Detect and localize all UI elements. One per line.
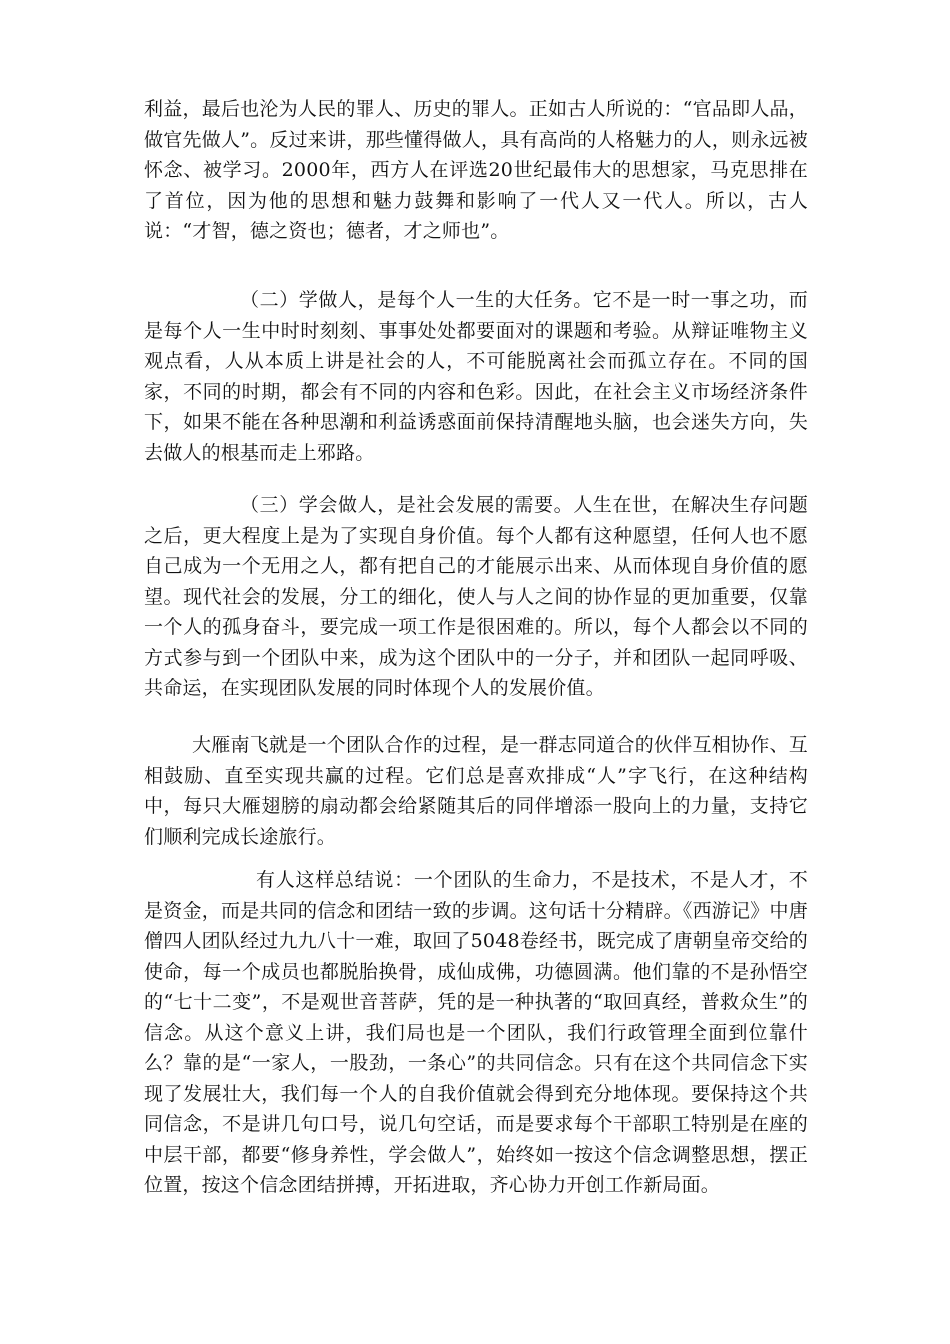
paragraph-wild-geese: 大雁南飞就是一个团队合作的过程，是一群志同道合的伙伴互相协作、互相鼓励、直至实现共赢的过程。它们总是喜欢排成“人”字飞行，在这种结构中，每只大雁翅膀的扇动都会给紧随其后的同伴增添一股向上的力量，支持它们顺利完成长途旅行。 xyxy=(144,734,808,848)
paragraph-section-three: （三）学会做人，是社会发展的需要。人生在世，在解决生存问题之后，更大程度上是为了实现自身价值。每个人都有这种愿望，任何人也不愿自己成为一个无用之人，都有把自己的才能展示出来、从而体现自身价值的愿望。现代社会的发展，分工的细化，使人与人之间的协作显的更加重要，仅靠一个人的孤身奋斗，要完成一项工作是很困难的。所以，每个人都会以不同的方式参与到一个团队中来，成为这个团队中的一分子，并和团队一起同呼吸、共命运，在实现团队发展的同时体现个人的发展价值。 xyxy=(144,494,808,699)
paragraph-continuation: 利益，最后也沦为人民的罪人、历史的罪人。正如古人所说的：“官品即人品，做官先做人”。反过来讲，那些懂得做人，具有高尚的人格魅力的人，则永远被怀念、被学习。2000年，西方人在评选20世纪最伟大的思想家，马克思排在了首位，因为他的思想和魅力鼓舞和影响了一代人又一代人。所以，古人说：“才智，德之资也；德者，才之师也”。 xyxy=(144,98,808,242)
paragraph-section-two: （二）学做人，是每个人一生的大任务。它不是一时一事之功，而是每个人一生中时时刻刻、事事处处都要面对的课题和考验。从辩证唯物主义观点看，人从本质上讲是社会的人，不可能脱离社会而孤立存在。不同的国家，不同的时期，都会有不同的内容和色彩。因此，在社会主义市场经济条件下，如果不能在各种思潮和利益诱惑面前保持清醒地头脑，也会迷失方向，失去做人的根基而走上邪路。 xyxy=(144,289,808,464)
paragraph-team-belief: 有人这样总结说：一个团队的生命力，不是技术，不是人才，不是资金，而是共同的信念和团结一致的步调。这句话十分精辟。《西游记》中唐僧四人团队经过九九八十一难，取回了5048卷经书，既完成了唐朝皇帝交给的使命，每一个成员也都脱胎换骨，成仙成佛，功德圆满。他们靠的不是孙悟空的“七十二变”，不是观世音菩萨，凭的是一种执著的“取回真经，普救众生”的信念。从这个意义上讲，我们局也是一个团队，我们行政管理全面到位靠什么？靠的是“一家人，一股劲，一条心”的共同信念。只有在这个共同信念下实现了发展壮大，我们每一个人的自我价值就会得到充分地体现。要保持这个共同信念，不是讲几句口号，说几句空话，而是要求每个干部职工特别是在座的中层干部，都要“修身养性，学会做人”，始终如一按这个信念调整思想，摆正位置，按这个信念团结拼搏，开拓进取，齐心协力开创工作新局面。 xyxy=(144,869,808,1196)
